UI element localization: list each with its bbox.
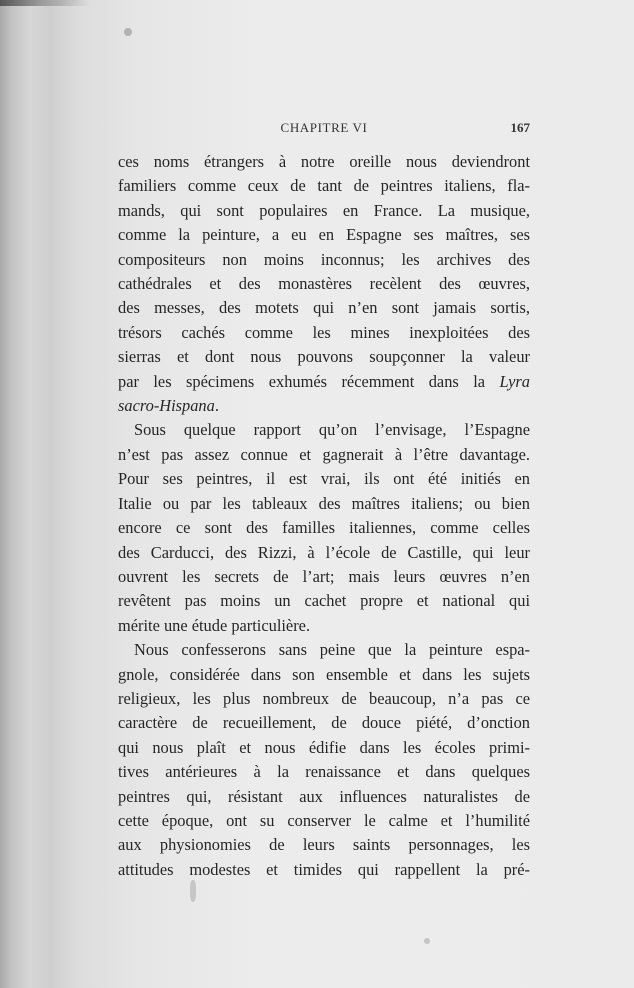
- paragraph-3: [118, 638, 530, 882]
- text-line: sierras et dont nous pouvons soupçonner la valeur: [118, 347, 530, 367]
- italic-title: Lyra: [499, 371, 530, 391]
- text-fragment: par les spécimens exhumés récemment dans la: [118, 371, 500, 391]
- page-number: 167: [510, 120, 530, 135]
- text-line: des Carducci, des Rizzi, à l’école de Castille, qui leur: [118, 542, 530, 562]
- text-line: mands, qui sont populaires en France. La musique,: [118, 200, 530, 220]
- text-line: mérite une étude particulière.: [118, 615, 311, 635]
- text-line: familiers comme ceux de tant de peintres italiens, fla-: [118, 176, 530, 196]
- ink-spot: [424, 938, 430, 944]
- text-line: ces noms étrangers à notre oreille nous deviendront: [118, 152, 530, 171]
- text-line: aux physionomies de leurs saints personnages, les: [118, 835, 530, 855]
- text-line: comme la peinture, a eu en Espagne ses maîtres, ses: [118, 225, 530, 245]
- paragraph-2: [118, 418, 530, 638]
- text-line: peintres qui, résistant aux influences naturalistes de: [118, 786, 530, 806]
- chapter-title: CHAPITRE VI: [280, 120, 368, 135]
- text-line: compositeurs non moins inconnus; les archives des: [118, 249, 530, 269]
- text-line: [118, 394, 530, 418]
- text-line: gnole, considérée dans son ensemble et dans les sujets: [118, 664, 530, 684]
- text-line: caractère de recueillement, de douce piété, d’onction: [118, 713, 530, 733]
- italic-title: sacro-Hispana: [118, 396, 215, 416]
- text-line: religieux, les plus nombreux de beaucoup, n’a pas ce: [118, 688, 530, 708]
- text-line: trésors cachés comme les mines inexploitées des: [118, 322, 530, 342]
- ink-spot: [190, 880, 196, 902]
- text-line: revêtent pas moins un cachet propre et national qui: [118, 591, 530, 611]
- text-line: attitudes modestes et timides qui rappellent la pré-: [118, 859, 530, 879]
- body-text: [118, 150, 530, 882]
- text-line: cathédrales et des monastères recèlent des œuvres,: [118, 274, 530, 294]
- text-line: [118, 370, 530, 394]
- text-line: Nous confesserons sans peine que la peinture espa-: [134, 640, 530, 660]
- ink-spot: [124, 28, 132, 36]
- text-line: qui nous plaît et nous édifie dans les écoles primi-: [118, 737, 530, 757]
- paragraph-1: [118, 150, 530, 418]
- text-line: n’est pas assez connue et gagnerait à l’être davantage.: [118, 444, 530, 464]
- text-line: des messes, des motets qui n’en sont jamais sortis,: [118, 298, 530, 318]
- text-line: Pour ses peintres, il est vrai, ils ont été initiés en: [118, 469, 530, 489]
- text-line: ouvrent les secrets de l’art; mais leurs œuvres n’en: [118, 566, 530, 586]
- text-fragment: .: [214, 396, 219, 416]
- text-line: Italie ou par les tableaux des maîtres italiens; ou bien: [118, 493, 530, 513]
- text-line: encore ce sont des familles italiennes, comme celles: [118, 518, 530, 538]
- text-line: Sous quelque rapport qu’on l’envisage, l’Espagne: [134, 420, 530, 440]
- text-line: cette époque, ont su conserver le calme et l’humilité: [118, 810, 530, 830]
- running-head: [118, 120, 530, 140]
- text-line: tives antérieures à la renaissance et dans quelques: [118, 762, 530, 782]
